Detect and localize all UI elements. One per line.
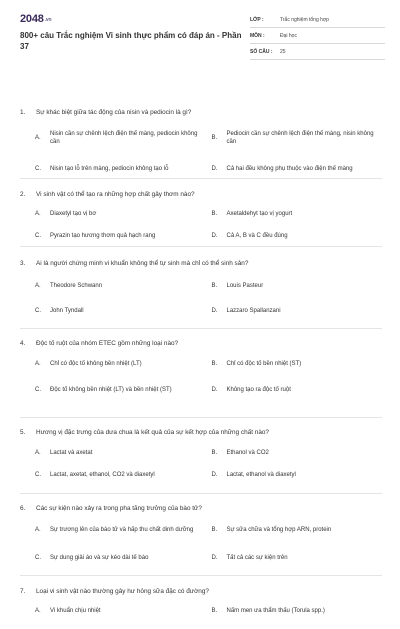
question-prompt: Các sự kiện nào xảy ra trong pha tăng trưởng của bào tử? xyxy=(36,505,202,512)
option-letter: D. xyxy=(211,554,218,561)
option-letter: C. xyxy=(35,165,41,172)
option-text: Không tạo ra độc tố ruột xyxy=(226,386,291,393)
question-prompt: Loại vi sinh vật nào thường gây hư hỏng sữa đặc có đường? xyxy=(36,588,209,595)
option-text: Diaxetyl tạo vị bơ xyxy=(50,211,97,218)
question-prompt: Sự khác biệt giữa tác động của nisin và pediocin là gì? xyxy=(36,109,192,116)
option-c[interactable] xyxy=(35,157,206,181)
question-list xyxy=(20,96,382,626)
option-letter: B. xyxy=(211,526,218,533)
option-c[interactable] xyxy=(35,381,206,399)
option-letter: B. xyxy=(211,360,218,367)
option-letter: A. xyxy=(35,526,41,533)
option-text: Pyrazin tạo hương thơm quả hạch rang xyxy=(50,233,156,240)
site-logo[interactable] xyxy=(20,13,51,25)
question-number: 6. xyxy=(20,505,26,512)
option-text: Ethanol và CO2 xyxy=(226,450,269,457)
option-letter: D. xyxy=(211,165,218,172)
document-meta xyxy=(250,12,385,60)
question-number: 3. xyxy=(20,260,26,267)
option-letter: A. xyxy=(35,360,41,367)
option-d[interactable] xyxy=(212,157,383,181)
question-prompt: Hương vị đặc trưng của dưa chua là kết quả của sự kết hợp của những chất nào? xyxy=(36,429,269,436)
option-letter: B. xyxy=(211,211,218,218)
option-c[interactable] xyxy=(35,307,206,316)
option-text: Chỉ có độc tố bền nhiệt (ST) xyxy=(226,360,302,367)
question-prompt: Vi sinh vật có thể tạo ra những hợp chất gây thơm nào? xyxy=(36,191,195,198)
logo-suffix: .vn xyxy=(44,17,52,23)
option-letter: A. xyxy=(35,283,41,290)
option-text: Axetaldehyt tạo vị yogurt xyxy=(226,211,293,218)
option-grid xyxy=(20,126,382,188)
option-grid xyxy=(20,355,382,407)
question-number: 7. xyxy=(20,588,26,595)
question-text xyxy=(20,587,382,596)
option-b[interactable] xyxy=(212,210,383,219)
option-grid xyxy=(20,521,382,577)
option-text: Vi khuẩn chịu nhiệt xyxy=(50,608,101,615)
option-text: Nisin cần sự chênh lệch điện thế màng, pediocin không cần xyxy=(50,130,198,145)
question-item xyxy=(20,247,382,329)
meta-value: 25 xyxy=(280,48,286,55)
option-d[interactable] xyxy=(212,549,383,567)
option-a[interactable] xyxy=(35,607,206,616)
question-prompt: Ai là người chứng minh vi khuẩn không thể tự sinh mà chỉ có thể sinh sản? xyxy=(36,260,249,267)
option-b[interactable] xyxy=(212,282,383,291)
option-b[interactable] xyxy=(212,449,383,458)
question-item xyxy=(20,576,382,626)
question-number: 2. xyxy=(20,191,26,198)
option-text: Pediocin cần sự chênh lệch điện thế màng, nisin không cần xyxy=(226,130,374,145)
option-text: Cả A, B và C đều đúng xyxy=(226,233,288,240)
question-number: 4. xyxy=(20,340,26,347)
option-b[interactable] xyxy=(212,126,383,150)
option-d[interactable] xyxy=(212,232,383,241)
meta-label: SỐ CÂU : xyxy=(250,48,273,55)
question-text xyxy=(20,190,382,199)
option-text: Nấm men ưa thẩm thấu (Torula spp.) xyxy=(226,608,325,615)
question-item xyxy=(20,179,382,247)
option-text: Sự trương lên của bào tử và hấp thu chất dinh dưỡng xyxy=(50,526,194,533)
meta-row-count xyxy=(250,44,385,60)
option-c[interactable] xyxy=(35,232,206,241)
option-text: Nisin tạo lỗ trên màng, pediocin không tạo lỗ xyxy=(50,165,169,172)
option-letter: C. xyxy=(35,386,41,393)
meta-row-class xyxy=(250,12,385,28)
option-d[interactable] xyxy=(212,381,383,399)
question-item xyxy=(20,494,382,576)
option-a[interactable] xyxy=(35,210,206,219)
option-letter: B. xyxy=(211,608,218,615)
option-text: Sự dung giải áo và sự kéo dài tế bào xyxy=(50,554,149,561)
option-text: Chỉ có độc tố không bền nhiệt (LT) xyxy=(50,360,142,367)
question-prompt: Độc tố ruột của nhóm ETEC gồm những loại nào? xyxy=(36,340,179,347)
option-text: Tất cả các sự kiện trên xyxy=(226,554,288,561)
document-title: 800+ câu Trắc nghiệm Vi sinh thực phẩm có đáp án - Phần 37 xyxy=(20,31,242,51)
question-item xyxy=(20,329,382,418)
option-letter: A. xyxy=(35,211,41,218)
meta-label: LỚP : xyxy=(250,16,264,23)
option-b[interactable] xyxy=(212,607,383,616)
meta-label: MÔN : xyxy=(250,32,265,39)
option-letter: C. xyxy=(35,472,41,479)
option-grid xyxy=(20,449,382,493)
option-text: Lazzaro Spallanzani xyxy=(226,308,281,315)
option-letter: C. xyxy=(35,554,41,561)
option-grid xyxy=(20,282,382,332)
option-a[interactable] xyxy=(35,521,206,539)
option-letter: D. xyxy=(211,472,218,479)
option-letter: B. xyxy=(211,450,218,457)
question-number: 1. xyxy=(20,109,26,116)
option-a[interactable] xyxy=(35,355,206,373)
option-text: Lactat và axetat xyxy=(50,450,93,457)
question-item xyxy=(20,96,382,179)
option-text: Sự sửa chữa và tổng hợp ARN, protein xyxy=(226,526,332,533)
question-number: 5. xyxy=(20,429,26,436)
meta-value: Trắc nghiệm tổng hợp xyxy=(280,16,329,23)
page-header xyxy=(0,0,400,64)
option-d[interactable] xyxy=(212,307,383,316)
option-letter: A. xyxy=(35,450,41,457)
option-letter: B. xyxy=(211,134,218,141)
option-letter: A. xyxy=(35,134,41,141)
option-text: Độc tố không bền nhiệt (LT) và bền nhiệt (ST) xyxy=(50,386,172,393)
option-b[interactable] xyxy=(212,521,383,539)
option-text: Lactat, axetat, ethanol, CO2 và diaxetyl xyxy=(50,472,155,479)
option-letter: D. xyxy=(211,233,218,240)
option-text: Lactat, ethanol và diaxetyl xyxy=(226,472,296,479)
option-letter: B. xyxy=(211,283,218,290)
meta-row-subject xyxy=(250,28,385,44)
option-a[interactable] xyxy=(35,282,206,291)
question-text xyxy=(20,108,382,117)
option-letter: A. xyxy=(35,608,41,615)
question-text xyxy=(20,339,382,348)
option-letter: D. xyxy=(211,308,218,315)
option-c[interactable] xyxy=(35,549,206,567)
question-text xyxy=(20,259,382,268)
option-text: Cả hai đều không phụ thuộc vào điện thế màng xyxy=(226,165,353,172)
option-text: Louis Pasteur xyxy=(226,283,264,290)
question-item xyxy=(20,418,382,494)
option-letter: C. xyxy=(35,308,41,315)
option-a[interactable] xyxy=(35,126,206,150)
logo-number: 2048 xyxy=(20,13,44,25)
meta-value: Đại học xyxy=(280,32,297,39)
option-text: John Tyndall xyxy=(50,308,84,315)
option-grid xyxy=(20,607,382,629)
question-text xyxy=(20,504,382,513)
option-a[interactable] xyxy=(35,449,206,458)
question-text xyxy=(20,428,382,437)
option-b[interactable] xyxy=(212,355,383,373)
option-letter: C. xyxy=(35,233,41,240)
option-d[interactable] xyxy=(212,471,383,480)
option-text: Theodore Schwann xyxy=(50,283,103,290)
option-letter: D. xyxy=(211,386,218,393)
option-c[interactable] xyxy=(35,471,206,480)
